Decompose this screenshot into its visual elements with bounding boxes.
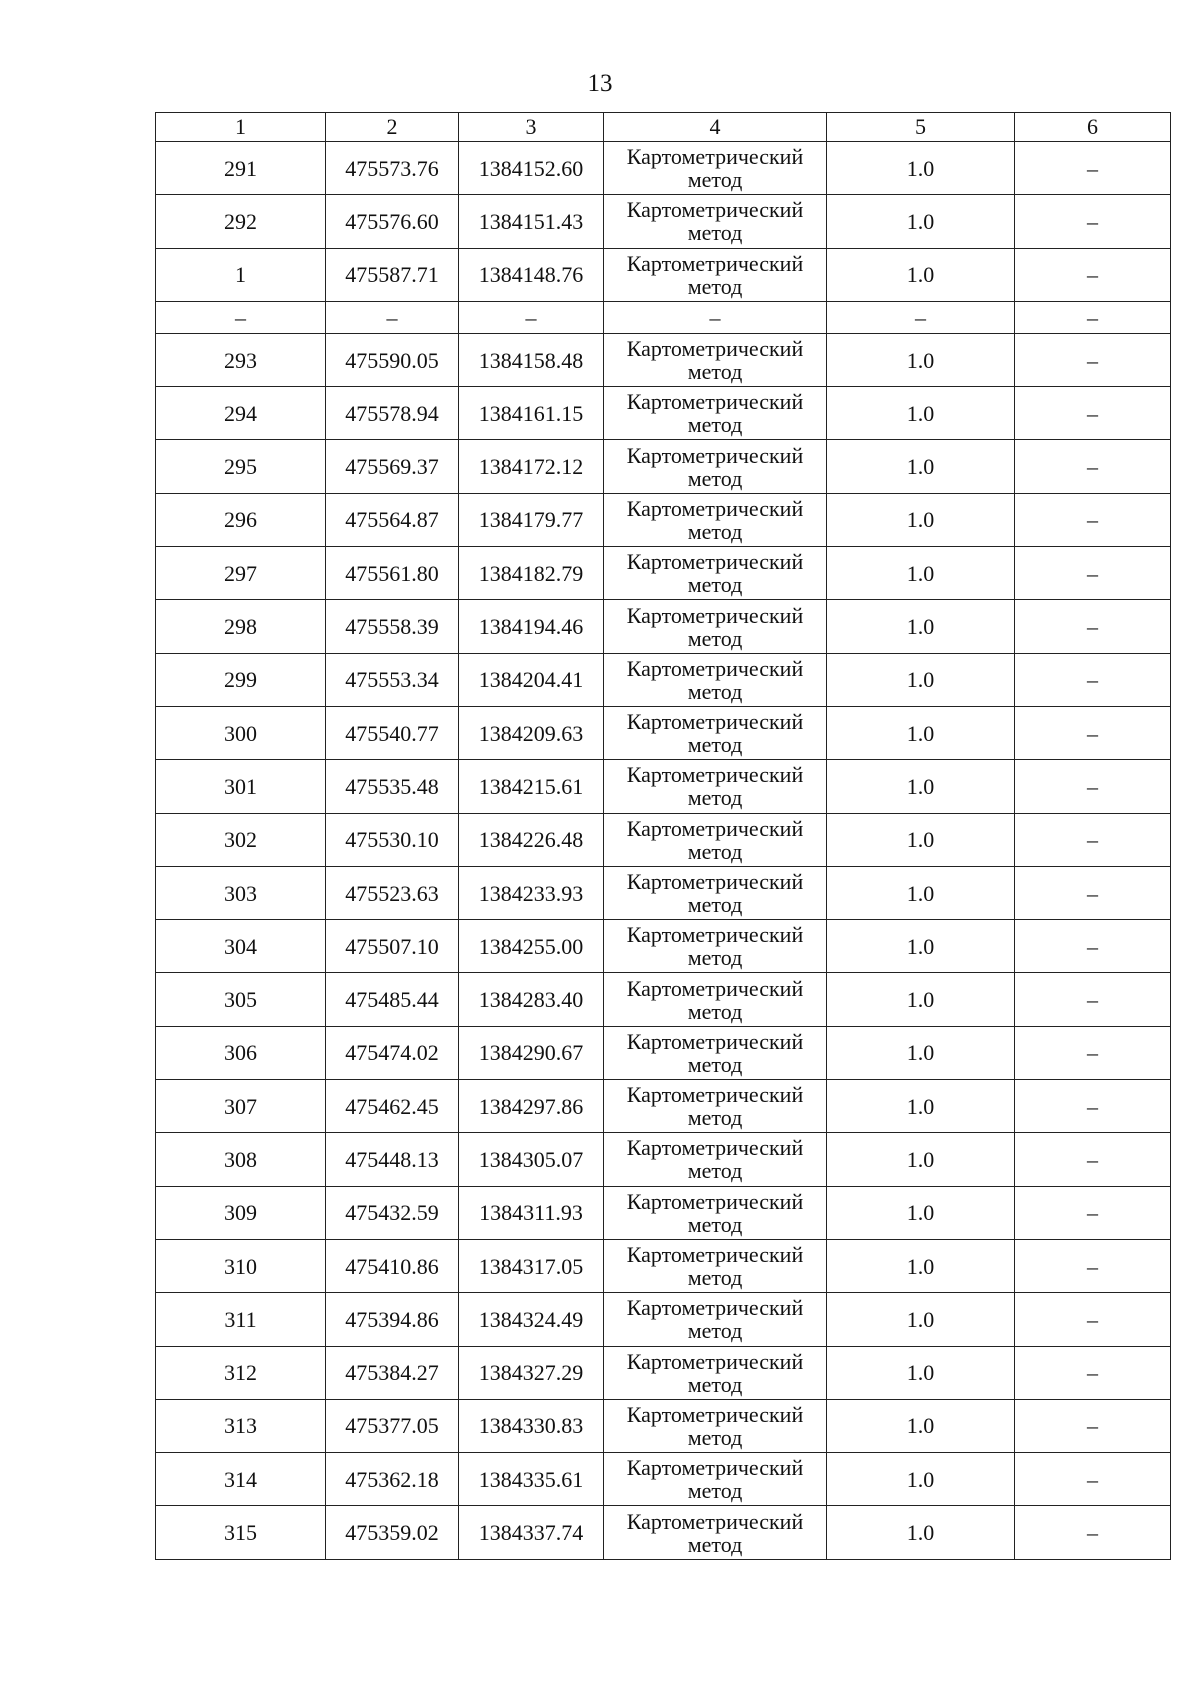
y-coordinate-cell: 1384233.93 [459, 866, 604, 919]
table-header [156, 113, 1171, 142]
description-cell: – [1015, 142, 1171, 195]
description-cell: – [1015, 333, 1171, 386]
column-header-6: 6 [1015, 113, 1171, 142]
point-number-cell: 301 [156, 760, 326, 813]
x-coordinate-cell: 475377.05 [326, 1399, 459, 1452]
x-coordinate-cell: 475362.18 [326, 1453, 459, 1506]
point-number-cell: – [156, 301, 326, 333]
method-cell [604, 866, 827, 919]
description-cell: – [1015, 920, 1171, 973]
method-label-line1: Картометрический [626, 762, 804, 788]
method-label-line2: метод [687, 359, 743, 385]
method-label-line1: Картометрический [626, 1508, 804, 1534]
x-coordinate-cell: 475564.87 [326, 493, 459, 546]
y-coordinate-cell: 1384311.93 [459, 1186, 604, 1239]
description-cell: – [1015, 301, 1171, 333]
y-coordinate-cell: 1384158.48 [459, 333, 604, 386]
table-row [156, 1399, 1171, 1452]
method-cell [604, 547, 827, 600]
table-row [156, 866, 1171, 919]
x-coordinate-cell: – [326, 301, 459, 333]
method-cell [604, 600, 827, 653]
accuracy-cell: 1.0 [827, 248, 1015, 301]
description-cell: – [1015, 1453, 1171, 1506]
table-row [156, 387, 1171, 440]
method-label-line2: метод [687, 1051, 743, 1077]
method-label-line2: метод [687, 785, 743, 811]
x-coordinate-cell: 475578.94 [326, 387, 459, 440]
method-cell [604, 1346, 827, 1399]
accuracy-cell: 1.0 [827, 387, 1015, 440]
column-header-1: 1 [156, 113, 326, 142]
y-coordinate-cell: 1384255.00 [459, 920, 604, 973]
method-label-line1: Картометрический [626, 655, 804, 681]
method-cell [604, 1026, 827, 1079]
x-coordinate-cell: 475462.45 [326, 1080, 459, 1133]
accuracy-cell: 1.0 [827, 1293, 1015, 1346]
y-coordinate-cell: 1384194.46 [459, 600, 604, 653]
x-coordinate-cell: 475474.02 [326, 1026, 459, 1079]
x-coordinate-cell: 475523.63 [326, 866, 459, 919]
y-coordinate-cell: 1384337.74 [459, 1506, 604, 1559]
x-coordinate-cell: 475359.02 [326, 1506, 459, 1559]
point-number-cell: 314 [156, 1453, 326, 1506]
method-label-line2: метод [687, 465, 743, 491]
table-row [156, 706, 1171, 759]
point-number-cell: 1 [156, 248, 326, 301]
description-cell: – [1015, 1506, 1171, 1559]
accuracy-cell: 1.0 [827, 1239, 1015, 1292]
column-header-2: 2 [326, 113, 459, 142]
point-number-cell: 300 [156, 706, 326, 759]
accuracy-cell: 1.0 [827, 760, 1015, 813]
y-coordinate-cell: 1384151.43 [459, 195, 604, 248]
table-row [156, 301, 1171, 333]
point-number-cell: 304 [156, 920, 326, 973]
description-cell: – [1015, 1186, 1171, 1239]
table-row [156, 195, 1171, 248]
table-row [156, 973, 1171, 1026]
point-number-cell: 295 [156, 440, 326, 493]
table-body [156, 142, 1171, 1560]
y-coordinate-cell: 1384330.83 [459, 1399, 604, 1452]
x-coordinate-cell: 475530.10 [326, 813, 459, 866]
y-coordinate-cell: 1384209.63 [459, 706, 604, 759]
y-coordinate-cell: 1384305.07 [459, 1133, 604, 1186]
y-coordinate-cell: 1384204.41 [459, 653, 604, 706]
method-cell [604, 493, 827, 546]
table-row [156, 653, 1171, 706]
description-cell: – [1015, 1239, 1171, 1292]
method-label-line1: Картометрический [626, 815, 804, 841]
point-number-cell: 310 [156, 1239, 326, 1292]
method-cell [604, 248, 827, 301]
point-number-cell: 313 [156, 1399, 326, 1452]
column-header-3: 3 [459, 113, 604, 142]
method-label-line2: метод [687, 892, 743, 917]
table-row [156, 440, 1171, 493]
method-label-line2: метод [687, 1371, 743, 1397]
description-cell: – [1015, 248, 1171, 301]
table-row [156, 1506, 1171, 1559]
method-label-line1: Картометрический [626, 1135, 804, 1161]
table-row [156, 920, 1171, 973]
method-cell [604, 813, 827, 866]
method-label-line2: метод [687, 518, 743, 544]
y-coordinate-cell: 1384182.79 [459, 547, 604, 600]
y-coordinate-cell: 1384335.61 [459, 1453, 604, 1506]
header-row [156, 113, 1171, 142]
accuracy-cell: 1.0 [827, 866, 1015, 919]
description-cell: – [1015, 1346, 1171, 1399]
description-cell: – [1015, 1133, 1171, 1186]
y-coordinate-cell: 1384152.60 [459, 142, 604, 195]
y-coordinate-cell: 1384297.86 [459, 1080, 604, 1133]
x-coordinate-cell: 475590.05 [326, 333, 459, 386]
table-row [156, 760, 1171, 813]
description-cell: – [1015, 813, 1171, 866]
table-row [156, 600, 1171, 653]
description-cell: – [1015, 387, 1171, 440]
description-cell: – [1015, 600, 1171, 653]
method-label-line1: Картометрический [626, 442, 804, 468]
x-coordinate-cell: 475569.37 [326, 440, 459, 493]
x-coordinate-cell: 475540.77 [326, 706, 459, 759]
accuracy-cell: 1.0 [827, 653, 1015, 706]
accuracy-cell: 1.0 [827, 1026, 1015, 1079]
table-row [156, 248, 1171, 301]
method-cell [604, 1506, 827, 1559]
y-coordinate-cell: 1384290.67 [459, 1026, 604, 1079]
x-coordinate-cell: 475587.71 [326, 248, 459, 301]
method-label-line1: Картометрический [626, 869, 804, 894]
point-number-cell: 308 [156, 1133, 326, 1186]
table-row [156, 493, 1171, 546]
x-coordinate-cell: 475576.60 [326, 195, 459, 248]
x-coordinate-cell: 475384.27 [326, 1346, 459, 1399]
method-label-line1: Картометрический [626, 336, 804, 362]
accuracy-cell: 1.0 [827, 706, 1015, 759]
method-label-line2: метод [687, 1531, 743, 1557]
y-coordinate-cell: 1384148.76 [459, 248, 604, 301]
method-label-line2: метод [687, 1158, 743, 1184]
method-label-line1: Картометрический [626, 709, 804, 735]
accuracy-cell: 1.0 [827, 1133, 1015, 1186]
method-cell [604, 973, 827, 1026]
method-cell [604, 301, 827, 333]
accuracy-cell: 1.0 [827, 440, 1015, 493]
column-header-4: 4 [604, 113, 827, 142]
coordinates-table [155, 112, 1171, 1560]
point-number-cell: 296 [156, 493, 326, 546]
accuracy-cell: 1.0 [827, 1506, 1015, 1559]
method-label-line2: метод [687, 838, 743, 864]
method-cell [604, 1453, 827, 1506]
method-label-line2: метод [687, 1478, 743, 1504]
x-coordinate-cell: 475410.86 [326, 1239, 459, 1292]
point-number-cell: 297 [156, 547, 326, 600]
accuracy-cell: 1.0 [827, 1346, 1015, 1399]
description-cell: – [1015, 973, 1171, 1026]
method-label-line1: Картометрический [626, 1242, 804, 1268]
method-label-line2: метод [687, 998, 743, 1024]
method-label-line1: Картометрический [626, 1455, 804, 1481]
method-cell [604, 1080, 827, 1133]
point-number-cell: 293 [156, 333, 326, 386]
y-coordinate-cell: 1384179.77 [459, 493, 604, 546]
point-number-cell: 302 [156, 813, 326, 866]
accuracy-cell: 1.0 [827, 1399, 1015, 1452]
method-label-line2: метод [687, 412, 743, 438]
description-cell: – [1015, 1293, 1171, 1346]
y-coordinate-cell: 1384327.29 [459, 1346, 604, 1399]
y-coordinate-cell: 1384283.40 [459, 973, 604, 1026]
point-number-cell: 298 [156, 600, 326, 653]
table-row [156, 1026, 1171, 1079]
description-cell: – [1015, 866, 1171, 919]
method-label-line1: Картометрический [626, 922, 804, 948]
accuracy-cell: 1.0 [827, 195, 1015, 248]
x-coordinate-cell: 475553.34 [326, 653, 459, 706]
description-cell: – [1015, 1026, 1171, 1079]
description-cell: – [1015, 493, 1171, 546]
method-cell [604, 920, 827, 973]
description-cell: – [1015, 653, 1171, 706]
description-cell: – [1015, 440, 1171, 493]
point-number-cell: 291 [156, 142, 326, 195]
method-label-line1: Картометрический [626, 1401, 804, 1427]
accuracy-cell: 1.0 [827, 142, 1015, 195]
description-cell: – [1015, 760, 1171, 813]
method-label-line1: Картометрический [626, 1082, 804, 1108]
method-label-line2: метод [687, 167, 743, 193]
method-label-line2: метод [687, 220, 743, 246]
x-coordinate-cell: 475448.13 [326, 1133, 459, 1186]
accuracy-cell: 1.0 [827, 1186, 1015, 1239]
method-label-line1: Картометрический [626, 250, 804, 276]
method-label-line2: метод [687, 1265, 743, 1291]
y-coordinate-cell: 1384161.15 [459, 387, 604, 440]
method-label-line2: метод [687, 1318, 743, 1344]
y-coordinate-cell: 1384172.12 [459, 440, 604, 493]
method-label-line2: метод [687, 1105, 743, 1131]
table-row [156, 1293, 1171, 1346]
point-number-cell: 303 [156, 866, 326, 919]
table-row [156, 1186, 1171, 1239]
table-row [156, 1239, 1171, 1292]
method-cell [604, 195, 827, 248]
method-label-line1: Картометрический [626, 975, 804, 1001]
point-number-cell: 307 [156, 1080, 326, 1133]
method-label-line1: Картометрический [626, 1295, 804, 1321]
method-label-line2: метод [687, 1211, 743, 1237]
accuracy-cell: 1.0 [827, 600, 1015, 653]
y-coordinate-cell: 1384226.48 [459, 813, 604, 866]
x-coordinate-cell: 475561.80 [326, 547, 459, 600]
x-coordinate-cell: 475558.39 [326, 600, 459, 653]
description-cell: – [1015, 1080, 1171, 1133]
accuracy-cell: 1.0 [827, 973, 1015, 1026]
method-cell [604, 706, 827, 759]
y-coordinate-cell: 1384215.61 [459, 760, 604, 813]
method-label-line1: Картометрический [626, 1028, 804, 1054]
method-label-line1: Картометрический [626, 602, 804, 628]
point-number-cell: 315 [156, 1506, 326, 1559]
accuracy-cell: 1.0 [827, 1453, 1015, 1506]
table-row [156, 1080, 1171, 1133]
table-row [156, 1346, 1171, 1399]
point-number-cell: 306 [156, 1026, 326, 1079]
description-cell: – [1015, 706, 1171, 759]
point-number-cell: 305 [156, 973, 326, 1026]
method-cell [604, 387, 827, 440]
method-label-line1: – [709, 304, 721, 330]
method-cell [604, 142, 827, 195]
description-cell: – [1015, 195, 1171, 248]
accuracy-cell: 1.0 [827, 1080, 1015, 1133]
accuracy-cell: 1.0 [827, 333, 1015, 386]
method-cell [604, 440, 827, 493]
method-cell [604, 1239, 827, 1292]
method-cell [604, 1399, 827, 1452]
accuracy-cell: 1.0 [827, 813, 1015, 866]
method-label-line2: метод [687, 732, 743, 758]
description-cell: – [1015, 1399, 1171, 1452]
y-coordinate-cell: – [459, 301, 604, 333]
table-row [156, 813, 1171, 866]
page-number: 13 [587, 70, 613, 97]
point-number-cell: 292 [156, 195, 326, 248]
method-label-line2: метод [687, 625, 743, 651]
x-coordinate-cell: 475507.10 [326, 920, 459, 973]
x-coordinate-cell: 475535.48 [326, 760, 459, 813]
method-cell [604, 1293, 827, 1346]
method-label-line1: Картометрический [626, 197, 804, 223]
method-label-line1: Картометрический [626, 1348, 804, 1374]
description-cell: – [1015, 547, 1171, 600]
y-coordinate-cell: 1384324.49 [459, 1293, 604, 1346]
x-coordinate-cell: 475394.86 [326, 1293, 459, 1346]
method-label-line1: Картометрический [626, 389, 804, 415]
method-label-line2: метод [687, 572, 743, 598]
accuracy-cell: 1.0 [827, 547, 1015, 600]
method-cell [604, 653, 827, 706]
method-label-line2: метод [687, 273, 743, 299]
x-coordinate-cell: 475573.76 [326, 142, 459, 195]
method-label-line2: метод [687, 945, 743, 971]
method-label-line2: метод [687, 1424, 743, 1450]
point-number-cell: 294 [156, 387, 326, 440]
accuracy-cell: 1.0 [827, 920, 1015, 973]
point-number-cell: 299 [156, 653, 326, 706]
y-coordinate-cell: 1384317.05 [459, 1239, 604, 1292]
x-coordinate-cell: 475485.44 [326, 973, 459, 1026]
method-label-line1: Картометрический [626, 495, 804, 521]
method-label-line2: метод [687, 678, 743, 704]
column-header-5: 5 [827, 113, 1015, 142]
method-label-line1: Картометрический [626, 144, 804, 170]
table-row [156, 1453, 1171, 1506]
x-coordinate-cell: 475432.59 [326, 1186, 459, 1239]
point-number-cell: 311 [156, 1293, 326, 1346]
table-row [156, 333, 1171, 386]
method-cell [604, 333, 827, 386]
accuracy-cell: 1.0 [827, 493, 1015, 546]
method-cell [604, 760, 827, 813]
table-row [156, 1133, 1171, 1186]
point-number-cell: 312 [156, 1346, 326, 1399]
method-cell [604, 1186, 827, 1239]
point-number-cell: 309 [156, 1186, 326, 1239]
method-label-line1: Картометрический [626, 1188, 804, 1214]
accuracy-cell: – [827, 301, 1015, 333]
table-row [156, 142, 1171, 195]
method-label-line1: Картометрический [626, 549, 804, 575]
method-cell [604, 1133, 827, 1186]
table-row [156, 547, 1171, 600]
